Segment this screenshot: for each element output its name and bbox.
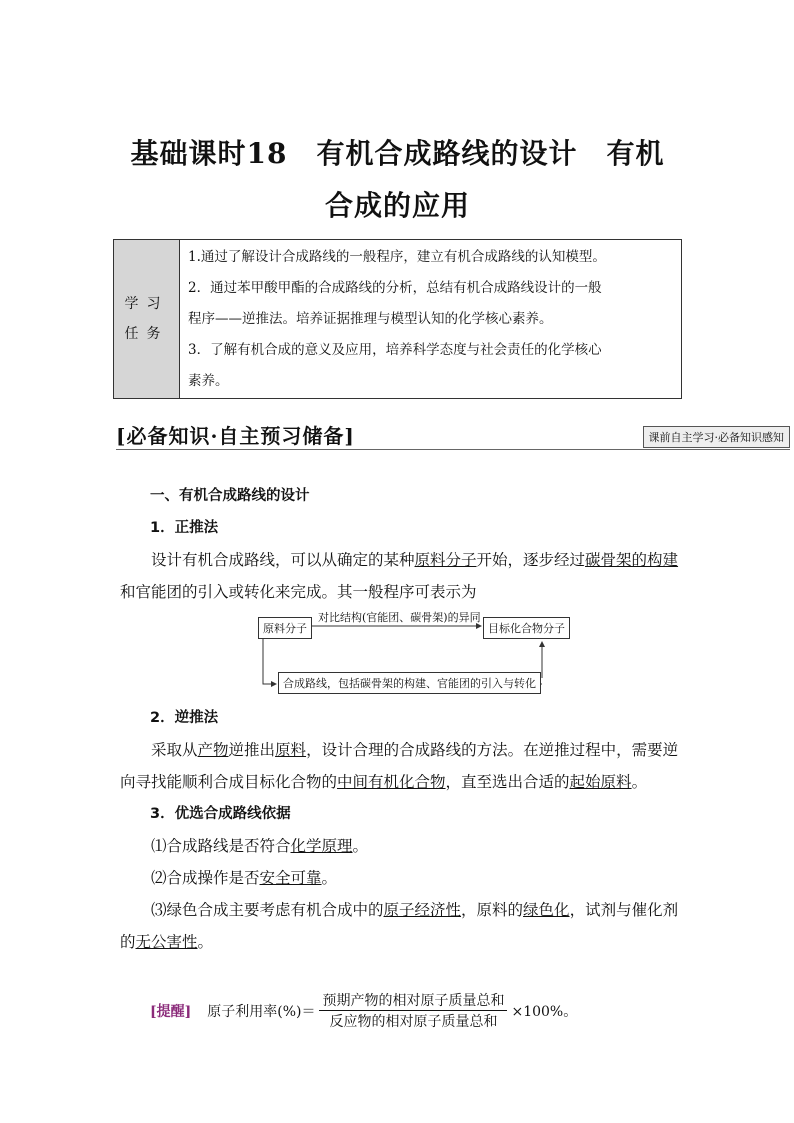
sub-forward: 1．正推法: [150, 520, 219, 536]
section-header: [116, 420, 790, 450]
criteria-2: ⑵合成操作是否安全可靠。: [151, 869, 338, 887]
tip-formula: [150, 990, 577, 1031]
page-title: [110, 128, 685, 232]
flow-arrow-label: 对比结构(官能团、碳骨架)的异同: [318, 611, 481, 624]
learning-task-box: [113, 239, 682, 399]
title-line-1: 基础课时18 有机合成路线的设计 有机: [130, 137, 665, 170]
task-label-2: 任务: [124, 326, 169, 342]
flow-diagram: [258, 612, 574, 692]
part-forward: [120, 480, 680, 608]
para-forward: 设计有机合成路线，可以从确定的某种原料分子开始，逐步经过碳骨架的构建和官能团的引入或转化来完成。其一般程序可表示为: [120, 551, 679, 601]
flow-target: 目标化合物分子: [483, 617, 570, 639]
task-body: [180, 240, 681, 398]
flow-route: 合成路线，包括碳骨架的构建、官能团的引入与转化: [278, 672, 541, 694]
para-backward: 采取从产物逆推出原料，设计合理的合成路线的方法。在逆推过程中，需要逆向寻找能顺利合成目标化合物的中间有机化合物，直至选出合适的起始原料。: [120, 741, 679, 791]
sub-backward: 2．逆推法: [150, 710, 219, 726]
task-label: [114, 240, 180, 398]
section-title: [必备知识·自主预习储备]: [116, 424, 355, 448]
task-item-3b: 素养。: [188, 373, 229, 389]
tip-tag: [提醒]: [150, 1003, 192, 1020]
task-label-1: 学习: [124, 296, 169, 312]
criteria-3: ⑶绿色合成主要考虑有机合成中的原子经济性，原料的绿色化，试剂与催化剂的无公害性。: [120, 901, 679, 951]
formula-fraction: [319, 990, 507, 1031]
heading-design: 一、有机合成路线的设计: [150, 488, 310, 504]
section-tag: 课前自主学习·必备知识感知: [643, 426, 791, 448]
formula-denominator: 反应物的相对原子质量总和: [329, 1014, 498, 1030]
formula-rhs: ×100%。: [511, 1003, 578, 1020]
formula-numerator: 预期产物的相对原子质量总和: [319, 990, 507, 1011]
task-item-2a: 2．通过苯甲酸甲酯的合成路线的分析，总结有机合成路线设计的一般: [188, 280, 602, 296]
task-item-2b: 程序——逆推法。培养证据推理与模型认知的化学核心素养。: [188, 311, 553, 327]
task-item-1: 1.通过了解设计合成路线的一般程序，建立有机合成路线的认知模型。: [188, 249, 606, 265]
sub-criteria: 3．优选合成路线依据: [150, 806, 291, 822]
criteria-1: ⑴合成路线是否符合化学原理。: [151, 837, 369, 855]
formula-lhs: 原子利用率(%)＝: [207, 1003, 316, 1020]
title-line-2: 合成的应用: [324, 189, 470, 222]
section-rule: [116, 449, 790, 450]
task-item-3a: 3．了解有机合成的意义及应用，培养科学态度与社会责任的化学核心: [188, 342, 602, 358]
flow-start: 原料分子: [258, 617, 312, 639]
part-backward: [120, 702, 680, 958]
